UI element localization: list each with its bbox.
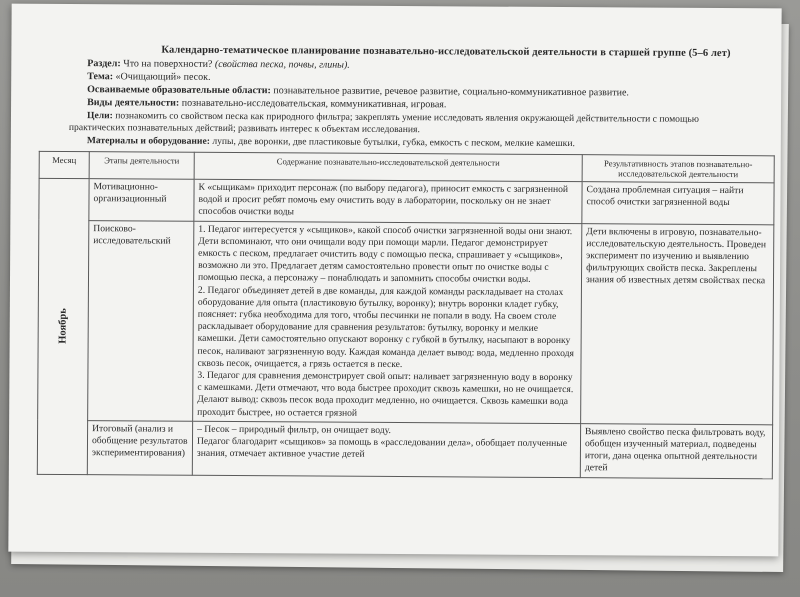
- header-month: Месяц: [39, 151, 89, 178]
- table-row: [38, 220, 774, 425]
- header-stages: Этапы деятельности: [89, 152, 194, 180]
- content-paragraph: К «сыщикам» приходит персонаж (по выбору педагога), приносит емкость с загрязненной водой и просит ребят помочь ему очистить воду в лаборатории, поскольку он не знает способов очистки воды: [198, 181, 569, 218]
- month-label: Ноябрь: [57, 308, 69, 345]
- topic-label: Тема:: [87, 71, 114, 83]
- result-cell: Создана проблемная ситуация – найти способ очистки загрязненной воды: [582, 182, 774, 225]
- content-paragraph: 2. Педагог объединяет детей в две команды, для каждой команды раскладывает на столах оборудование для опыта (пластиковую бутылку, воронку); внутрь воронки кладет губку, поясняет: губка необходима для того, чтобы песчинки не попали в воду. На своем столе раскладывает оборудование для сравнения результатов: бутылку, воронку и мелкие камешки. Дети самостоятельно опускают воронку с губкой в бутылку, насыпают в воронку песок, наливают загрязненную воду. Каждая команда делает вывод: вода, медленно проходя сквозь песок, очищается, а грязь остается в песке.: [197, 284, 574, 370]
- header-content: Содержание познавательно-исследовательской деятельности: [194, 152, 582, 181]
- document-title: Календарно-тематическое планирование познавательно-исследовательской деятельности в старшей группе (5–6 лет): [161, 44, 731, 60]
- materials-line: [87, 135, 575, 149]
- content-paragraph: Педагог благодарит «сыщиков» за помощь в «расследовании дела», обобщает полученные знания, отмечает активное участие детей: [196, 435, 568, 461]
- materials-label: Материалы и оборудование:: [86, 135, 210, 147]
- stage-cell: Поисково-исследовательский: [88, 220, 194, 421]
- section-note: (свойства песка, почвы, глины).: [214, 58, 350, 71]
- content-cell: [194, 179, 582, 223]
- content-cell: [193, 221, 582, 424]
- areas-label: Осваиваемые образовательные области:: [87, 84, 271, 97]
- goals-line-2: [69, 122, 420, 135]
- areas-line: [87, 84, 629, 98]
- activity-line: [87, 97, 446, 110]
- result-cell: Выявлено свойство песка фильтровать воду, обобщен изученный материал, подведены итоги, дана оценка опытной деятельности детей: [580, 423, 772, 478]
- areas-value: познавательное развитие, речевое развитие, социально-коммуникативное развитие.: [273, 85, 629, 99]
- section-value: Что на поверхности?: [123, 58, 213, 70]
- topic-value: «Очищающий» песок.: [115, 71, 211, 83]
- topic-line: [87, 71, 210, 83]
- stage-cell: Мотивационно-организационный: [89, 179, 194, 221]
- table-row: [37, 420, 772, 478]
- section-line: [87, 58, 350, 71]
- activity-value: познавательно-исследовательская, коммуникативная, игровая.: [181, 97, 447, 111]
- header-result: Результативность этапов познавательно-исследовательской деятельности: [582, 155, 774, 183]
- goals-value-1: познакомить со свойством песка как природного фильтра; закреплять умение исследовать явления окружающей действительности с помощью: [115, 110, 699, 125]
- document-sheet: [8, 4, 781, 557]
- stage-cell: Итоговый (анализ и обобщение результатов экспериментирования): [87, 420, 192, 474]
- goals-label: Цели:: [86, 110, 113, 122]
- result-cell: Дети включены в игровую, познавательно-исследовательскую деятельность. Проведен эксперимент по изучению и выявлению фильтрующих свойств песка. Закреплены знания об известных детям свойствах песка: [581, 223, 774, 424]
- activity-label: Виды деятельности:: [87, 97, 180, 109]
- goals-value-2: практических познавательных действий; развивать интерес к объектам исследования.: [68, 122, 420, 136]
- materials-value: лупы, две воронки, две пластиковые бутылки, губка, емкость с песком, мелкие камешки.: [212, 135, 575, 150]
- content-paragraph: 3. Педагог для сравнения демонстрирует свой опыт: наливает загрязненную воду в воронку с камешками. Дети отмечают, что вода быстрее проходит сквозь камешки, но не очищается. Делают вывод: сквозь песок вода проходит медленно, но очищается. Сквозь камешки вода проходит быстрее, но остается грязной: [197, 369, 574, 419]
- table-row: [39, 178, 774, 224]
- content-paragraph: 1. Педагог интересуется у «сыщиков», какой способ очистки загрязненной воды они знают. Дети вспоминают, что они очищали воду при помощи марли. Педагог демонстрирует емкость с песком, предлагает очистить воду с помощью песка, спрашивает у «сыщиков», возможно ли это. Предлагает детям самостоятельно провести опыт по очистке воды с помощью песка, а персонажу – понаблюдать и запомнить способы очистки воды.: [197, 223, 573, 286]
- section-label: Раздел:: [87, 58, 121, 70]
- content-paragraph: – Песок – природный фильтр, он очищает воду.: [197, 423, 391, 436]
- month-cell: [37, 178, 89, 474]
- content-cell: [192, 421, 580, 477]
- planning-table: [37, 151, 775, 479]
